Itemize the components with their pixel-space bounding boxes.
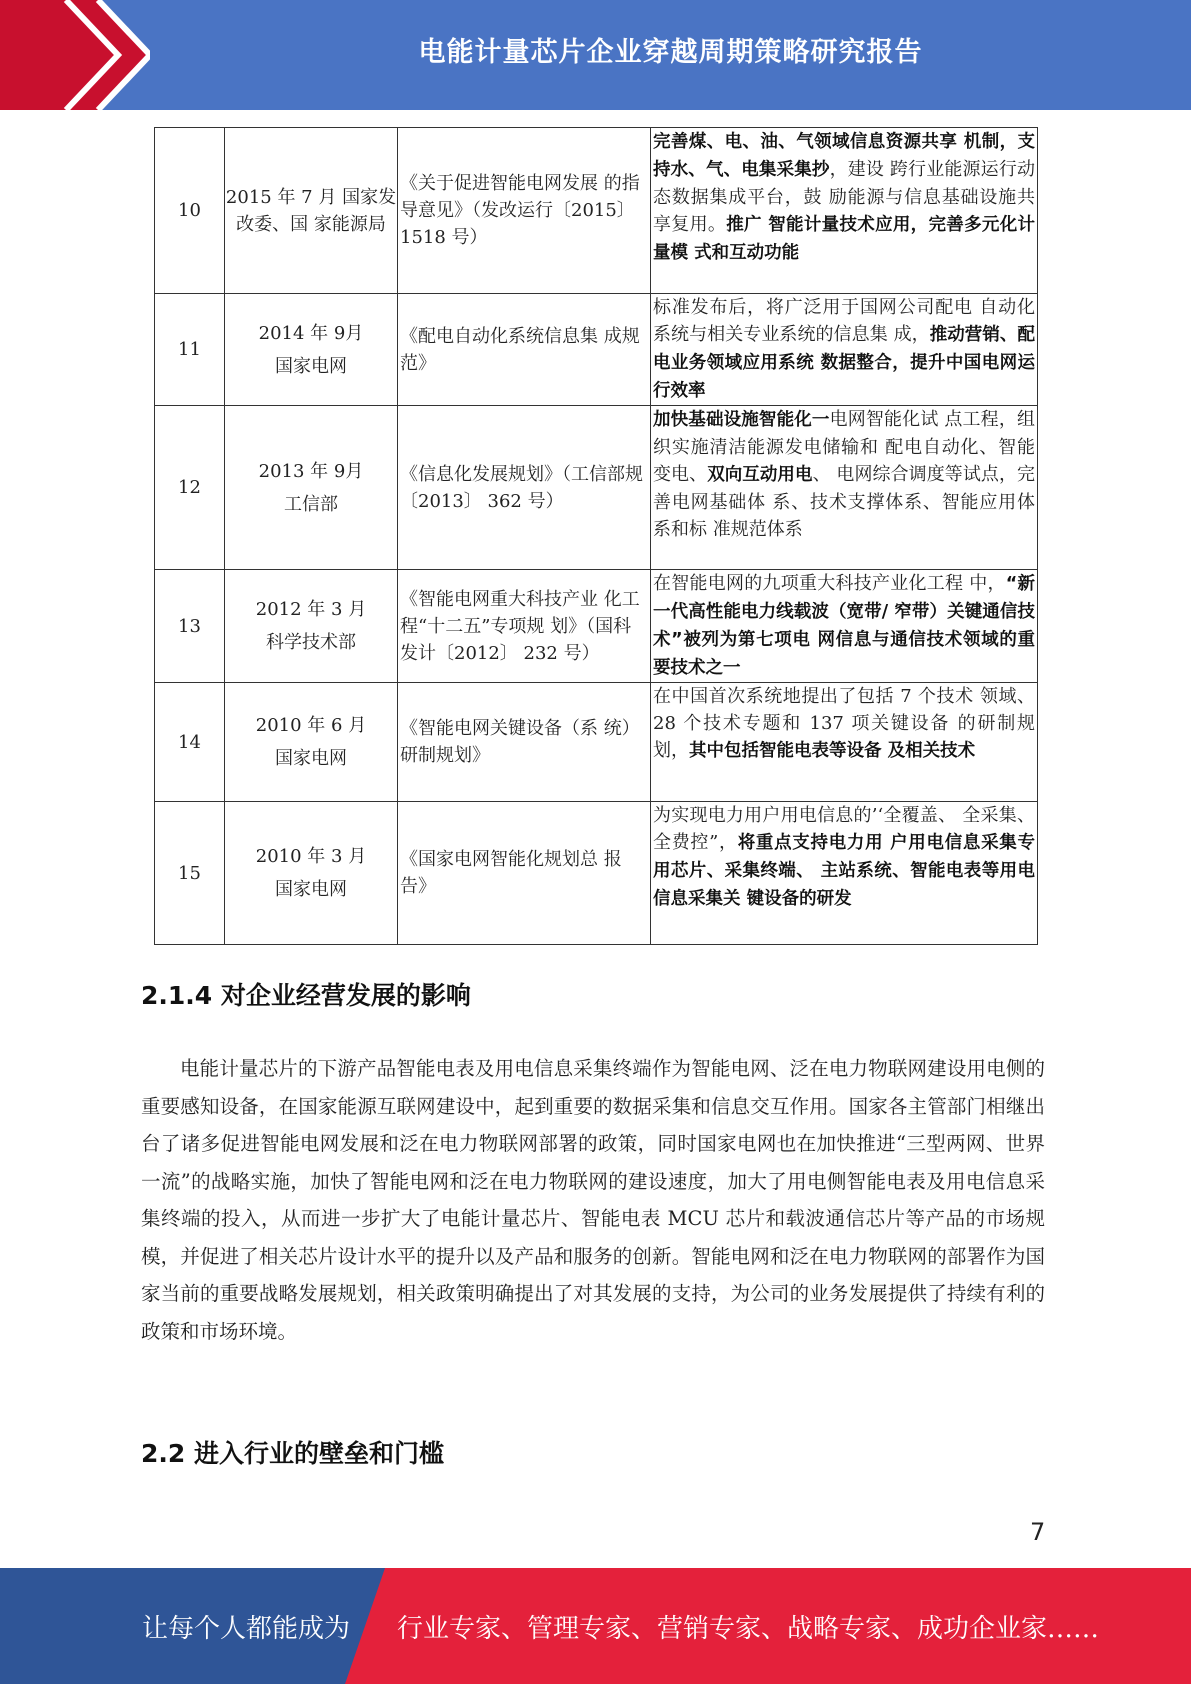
cell-number: 15	[155, 802, 225, 945]
cell-date-org: 2012 年 3 月 科学技术部	[225, 570, 398, 683]
page-footer	[0, 1568, 1191, 1684]
content-emphasis: “新一代高性能电力线载波（宽带/ 窄带）关键通信技术”被列为第七项电 网信息与通信技术领域的重要技术之一	[653, 574, 1035, 678]
content-emphasis: 其中包括智能电表等设备 及相关技术	[689, 741, 976, 761]
page-header	[0, 0, 1191, 110]
section-heading-2-2: 2.2 进入行业的壁垒和门槛	[141, 1439, 444, 1468]
content-emphasis: 加快基础设施智能化一	[653, 410, 830, 430]
cell-number: 14	[155, 683, 225, 802]
table-row	[155, 802, 1038, 945]
content-text: 电网智能化试 点工程，组织实施清洁能源发电储输和 配电自动化、智能变电、	[653, 409, 1035, 485]
cell-content	[651, 294, 1038, 406]
cell-number: 11	[155, 294, 225, 406]
cell-date-org: 2010 年 3 月 国家电网	[225, 802, 398, 945]
policy-table	[154, 127, 1038, 945]
cell-content	[651, 406, 1038, 570]
cell-date-org: 2014 年 9月 国家电网	[225, 294, 398, 406]
content-text: ，建设 跨行业能源运行动态数据集成平台，鼓 励能源与信息基础设施共享复用。	[653, 159, 1035, 235]
table-row	[155, 128, 1038, 294]
cell-document: 《配电自动化系统信息集 成规范》	[398, 294, 651, 406]
content-emphasis: 将重点支持电力用 户用电信息采集专用芯片、采集终端、 主站系统、智能电表等用电信息采集关 键设备的研发	[653, 833, 1035, 909]
section-heading-2-1-4: 2.1.4 对企业经营发展的影响	[141, 981, 471, 1010]
cell-content	[651, 802, 1038, 945]
cell-document: 《国家电网智能化规划总 报告》	[398, 802, 651, 945]
footer-slogan-left: 让每个人都能成为	[142, 1614, 351, 1644]
cell-number: 12	[155, 406, 225, 570]
page-number: 7	[1030, 1518, 1046, 1546]
cell-content	[651, 128, 1038, 294]
cell-content	[651, 683, 1038, 802]
cell-number: 10	[155, 128, 225, 294]
table-row	[155, 406, 1038, 570]
content-emphasis: 双向互动用电	[707, 465, 813, 485]
cell-document: 《智能电网关键设备（系 统）研制规划》	[398, 683, 651, 802]
content-text: 、 电网综合调度等试点，完善电网基础体 系、技术支撑体系、智能应用体系和标 准规范体系	[653, 464, 1036, 540]
table-row	[155, 683, 1038, 802]
content-text: 在中国首次系统地提出了包括 7 个技术 领域、28 个技术专题和 137 项关键设备 的研制规划，	[653, 686, 1035, 761]
cell-content	[651, 570, 1038, 683]
cell-date-org: 2010 年 6 月 国家电网	[225, 683, 398, 802]
table-row	[155, 294, 1038, 406]
cell-document: 《关于促进智能电网发展 的指导意见》（发改运行〔2015〕 1518 号）	[398, 128, 651, 294]
body-paragraph: 电能计量芯片的下游产品智能电表及用电信息采集终端作为智能电网、泛在电力物联网建设用电侧的重要感知设备，在国家能源互联网建设中，起到重要的数据采集和信息交互作用。国家各主管部门相继出台了诸多促进智能电网发展和泛在电力物联网部署的政策，同时国家电网也在加快推进“三型两网、世界一流”的战略实施，加快了智能电网和泛在电力物联网的建设速度，加大了用电侧智能电表及用电信息采集终端的投入，从而进一步扩大了电能计量芯片、智能电表 MCU 芯片和载波通信芯片等产品的市场规模，并促进了相关芯片设计水平的提升以及产品和服务的创新。智能电网和泛在电力物联网的部署作为国家当前的重要战略发展规划，相关政策明确提出了对其发展的支持，为公司的业务发展提供了持续有利的政策和市场环境。	[141, 1057, 1045, 1343]
cell-date-org: 2013 年 9月 工信部	[225, 406, 398, 570]
header-arrow-decoration	[0, 0, 150, 110]
cell-number: 13	[155, 570, 225, 683]
cell-document: 《信息化发展规划》（工信部规〔2013〕 362 号）	[398, 406, 651, 570]
cell-document: 《智能电网重大科技产业 化工程“十二五”专项规 划》（国科发计〔2012〕 232 号）	[398, 570, 651, 683]
footer-slogan-right: 行业专家、管理专家、营销专家、战略专家、成功企业家……	[397, 1614, 1100, 1644]
content-emphasis: 推广 智能计量技术应用，完善多元化计量模 式和互动功能	[653, 215, 1036, 263]
content-text: 标准发布后，将广泛用于国网公司配电 自动化系统与相关专业系统的信息集 成，	[653, 297, 1035, 345]
content-text: 为实现电力用户用电信息的’‘全覆盖、 全采集、全费控”，	[653, 805, 1035, 853]
content-emphasis: 完善煤、电、油、气领域信息资源共享 机制，支持水、气、电集采集抄	[653, 132, 1035, 180]
content-text: 在智能电网的九项重大科技产业化工程 中，	[653, 573, 1006, 594]
report-title: 电能计量芯片企业穿越周期策略研究报告	[418, 37, 923, 68]
cell-date-org: 2015 年 7 月 国家发改委、国 家能源局	[225, 128, 398, 294]
content-emphasis: 推动营销、配电业务领域应用系统 数据整合，提升中国电网运行效率	[653, 325, 1035, 401]
table-row	[155, 570, 1038, 683]
